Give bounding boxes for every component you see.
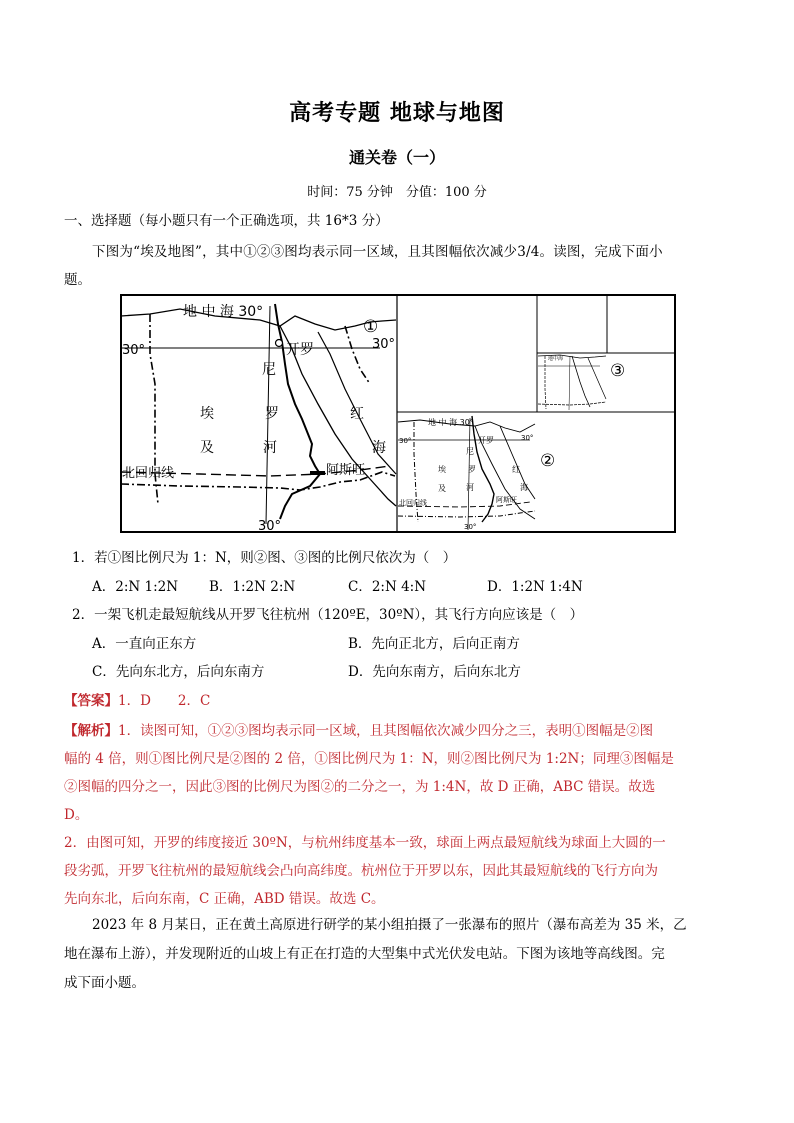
analysis-block — [64, 717, 734, 913]
m2-label-egypt-2: 及 — [438, 484, 446, 493]
m2-label-nile-3: 河 — [466, 483, 474, 492]
page-subtitle: 通关卷（一） — [348, 148, 445, 167]
answer-block — [64, 689, 210, 709]
q1-option-c[interactable]: C．2:N 4:N — [348, 579, 427, 595]
label-aswan: 阿斯旺 — [326, 463, 366, 478]
m2-label-cairo: 开罗 — [478, 436, 494, 445]
analysis-label: 【解析】 — [64, 723, 118, 739]
label-30-bottom: 30° — [258, 519, 282, 534]
label-egypt-1: 埃 — [200, 406, 214, 422]
label-30-left: 30° — [122, 343, 146, 358]
m2-label-mediterranean: 地 中 海 30° — [428, 418, 474, 427]
label-tropic: 北回归线 — [122, 466, 175, 481]
answer-text: 1．D 2．C — [118, 693, 211, 709]
intro2-line-1: 2023 年 8 月某日，正在黄土高原进行研学的某小组拍摄了一张瀑布的照片（瀑布高差为 35 米，乙 — [92, 917, 687, 933]
label-nile-3: 河 — [263, 440, 277, 456]
q2-option-d[interactable]: D．先向东南方，后向东北方 — [348, 664, 521, 680]
analysis-p2-line1: 2．由图可知，开罗的纬度接近 30ºN，与杭州纬度基本一致，球面上两点最短航线为球面上大圆的一 — [64, 835, 666, 851]
m3-label-mediterranean: 地中海 — [548, 356, 564, 362]
analysis-p2-line2: 段劣弧，开罗飞往杭州的最短航线会凸向高纬度。杭州位于开罗以东，因此其最短航线的飞行方向为 — [64, 863, 658, 879]
q1-option-a[interactable]: A．2:N 1:2N — [92, 579, 179, 595]
m2-label-30-right: 30° — [521, 434, 534, 442]
q1-option-d[interactable]: D．1:2N 1:4N — [487, 579, 583, 595]
q1-option-b[interactable]: B．1:2N 2:N — [209, 579, 296, 595]
q2-option-a[interactable]: A．一直向正东方 — [92, 636, 197, 652]
exam-meta: 时间：75 分钟 分值：100 分 — [307, 185, 487, 200]
m2-label-nile-1: 尼 — [466, 447, 474, 456]
question-1-stem: 1．若①图比例尺为 1：N，则②图、③图的比例尺依次为（ ） — [72, 550, 457, 566]
label-map-1: ① — [363, 317, 379, 337]
m2-label-nile-2: 罗 — [468, 465, 476, 474]
label-egypt-2: 及 — [200, 440, 214, 456]
q2-option-b[interactable]: B．先向正北方，后向正南方 — [348, 636, 520, 652]
m2-label-egypt-1: 埃 — [438, 465, 446, 474]
analysis-p1-line3: ②图幅的四分之一，因此③图的比例尺为图②的二分之一，为 1:4N，故 D 正确，ABC 错误。故选 — [64, 779, 656, 795]
m2-label-aswan: 阿斯旺 — [496, 496, 517, 504]
label-red-sea-2: 海 — [372, 440, 386, 456]
analysis-p2-line3: 先向东北，后向东南，C 正确，ABD 错误。故选 C。 — [64, 891, 385, 907]
label-map-3: ③ — [610, 361, 626, 381]
intro2-line-2: 地在瀑布上游），并发现附近的山坡上有正在打造的大型集中式光伏发电站。下图为该地等高线图。完 — [64, 946, 665, 962]
intro-line-2: 题。 — [64, 272, 91, 288]
question-2-stem: 2．一架飞机走最短航线从开罗飞往杭州（120ºE，30ºN），其飞行方向应该是（ ） — [72, 607, 584, 623]
m2-label-30-left: 30° — [399, 437, 412, 445]
egypt-map-figure — [120, 294, 676, 534]
label-cairo: 开罗 — [286, 342, 314, 358]
analysis-p1-line2: 幅的 4 倍，则①图比例尺是②图的 2 倍，①图比例尺为 1：N，则②图比例尺为 1:2N；同理③图幅是 — [64, 751, 674, 767]
m2-label-30-bottom: 30° — [464, 523, 477, 531]
analysis-p1-line1: 1．读图可知，①②③图均表示同一区域，且其图幅依次减少四分之三，表明①图幅是②图 — [118, 723, 654, 739]
label-red-sea-1: 红 — [350, 406, 364, 422]
label-nile-1: 尼 — [262, 362, 276, 378]
q2-option-c[interactable]: C．先向东北方，后向东南方 — [92, 664, 265, 680]
intro2-line-3: 成下面小题。 — [64, 975, 145, 991]
label-map-2: ② — [540, 451, 556, 471]
m2-label-tropic: 北回归线 — [399, 499, 427, 507]
label-mediterranean: 地 中 海 30° — [183, 304, 264, 320]
intro-line-1: 下图为“埃及地图”，其中①②③图均表示同一区域，且其图幅依次减少3/4。读图，完成下面小 — [92, 244, 663, 260]
page-title: 高考专题 地球与地图 — [289, 101, 505, 126]
analysis-p1-line4: D。 — [64, 807, 89, 823]
answer-label: 【答案】 — [64, 693, 118, 709]
m2-label-red-2: 海 — [520, 483, 528, 492]
section-heading: 一、选择题（每小题只有一个正确选项，共 16*3 分） — [64, 213, 389, 229]
m2-label-red-1: 红 — [512, 465, 520, 474]
label-nile-2: 罗 — [265, 406, 279, 422]
label-30-right: 30° — [372, 337, 396, 352]
